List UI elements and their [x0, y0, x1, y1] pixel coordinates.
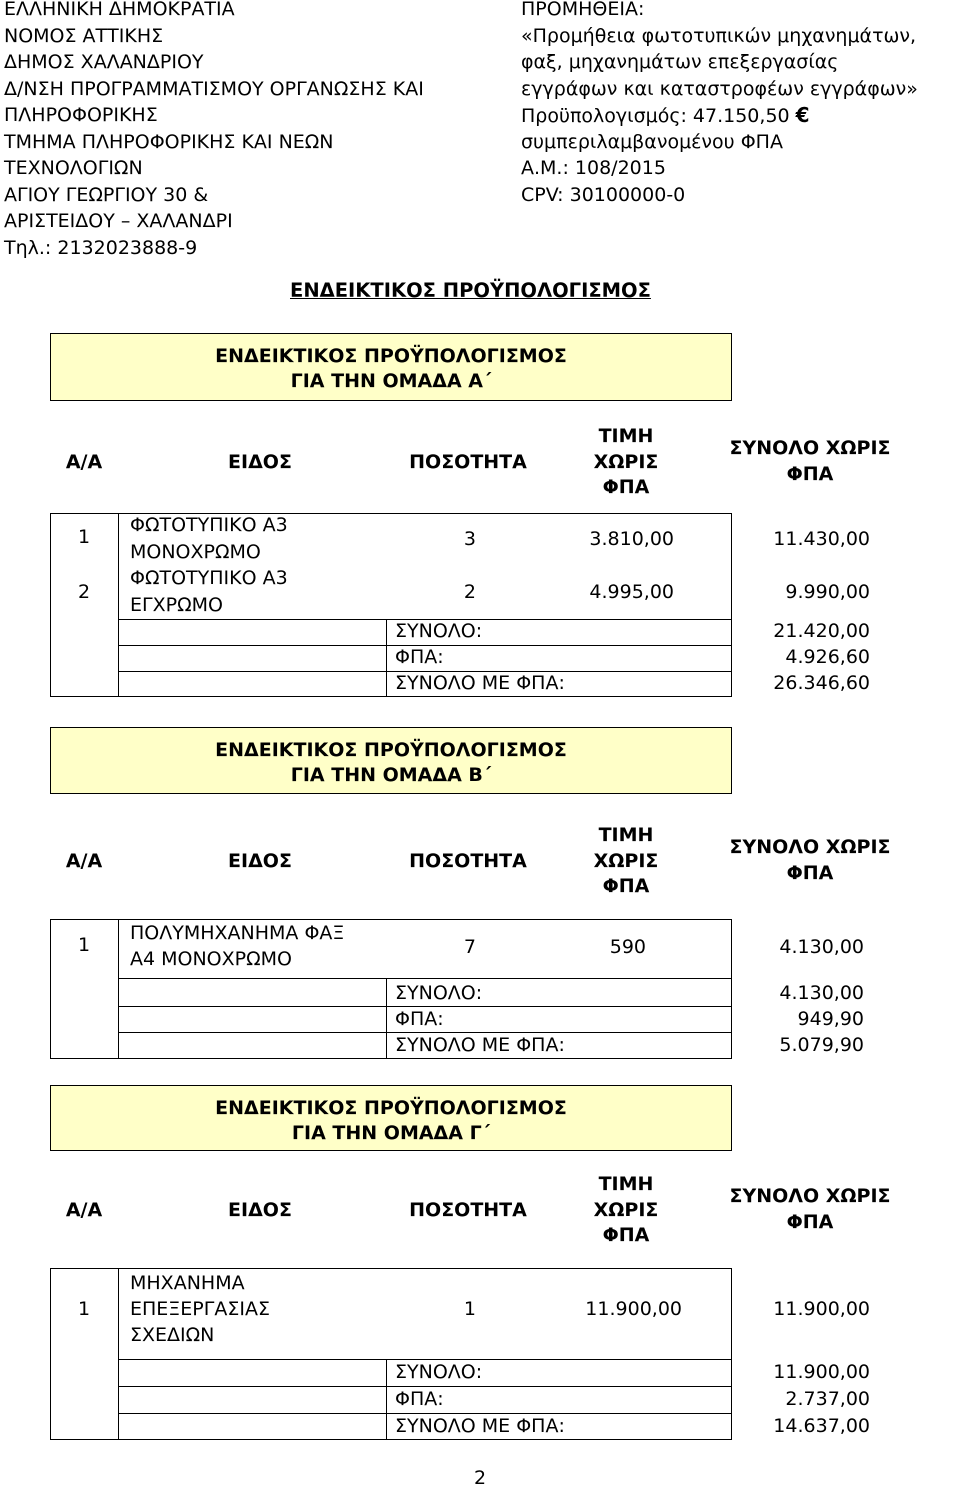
group-b-subtitle: ΓΙΑ ΤΗΝ ΟΜΑΔΑ Β΄: [290, 764, 492, 786]
table-divider: [118, 978, 732, 979]
synolo-me-fpa-value: 26.346,60: [773, 672, 870, 694]
table-divider: [386, 978, 387, 1058]
sender-address-block: [4, 0, 424, 261]
col-posotita: ΠΟΣΟΤΗΤΑ: [409, 849, 527, 872]
document-title: ΕΝΔΕΙΚΤΙΚΟΣ ΠΡΟΫΠΟΛΟΓΙΣΜΟΣ: [290, 279, 651, 302]
synolo-me-fpa-value: 5.079,90: [779, 1034, 864, 1056]
group-c-title-box: [50, 1085, 732, 1151]
budget-line: [521, 102, 918, 129]
header-left-line: Τηλ.: 2132023888-9: [4, 236, 198, 259]
col-timi-line: ΧΩΡΙΣ: [593, 1198, 659, 1221]
header-left-line: ΑΓΙΟΥ ΓΕΩΡΓΙΟΥ 30 &: [4, 183, 209, 206]
table-divider: [386, 1359, 387, 1439]
row-total: 4.130,00: [779, 936, 864, 958]
col-timi: [556, 823, 696, 900]
header-left-line: ΝΟΜΟΣ ΑΤΤΙΚΗΣ: [4, 24, 164, 47]
header-left-line: ΔΗΜΟΣ ΧΑΛΑΝΔΡΙΟΥ: [4, 51, 204, 73]
col-timi-line: ΤΙΜΗ: [598, 425, 654, 447]
page-number: 2: [473, 1467, 487, 1489]
header-left-line: Δ/ΝΣΗ ΠΡΟΓΡΑΜΜΑΤΙΣΜΟΥ ΟΡΓΑΝΩΣΗΣ ΚΑΙ: [4, 77, 424, 100]
row-qty: 1: [463, 1298, 476, 1320]
col-aa: Α/Α: [65, 1198, 103, 1221]
row-item-name: ΜΟΝΟΧΡΩΜΟ: [130, 541, 261, 563]
header-left-line: ΠΛΗΡΟΦΟΡΙΚΗΣ: [4, 104, 158, 126]
col-synolo: [700, 1184, 920, 1235]
group-b-title: ΕΝΔΕΙΚΤΙΚΟΣ ΠΡΟΫΠΟΛΟΓΙΣΜΟΣ: [215, 739, 567, 761]
row-price: 590: [609, 936, 646, 958]
row-total: 11.430,00: [773, 528, 870, 550]
row-price: 4.995,00: [589, 581, 674, 603]
synolo-value: 21.420,00: [773, 620, 870, 642]
vat-note: συμπεριλαμβανομένου ΦΠΑ: [521, 130, 783, 153]
fpa-value: 4.926,60: [785, 646, 870, 668]
row-price: 3.810,00: [589, 528, 674, 550]
col-eidos: ΕΙΔΟΣ: [228, 1198, 292, 1221]
row-qty: 7: [463, 936, 476, 958]
fpa-value: 2.737,00: [785, 1388, 870, 1410]
synolo-label: ΣΥΝΟΛΟ:: [395, 620, 483, 642]
col-timi: [556, 424, 696, 501]
synolo-value: 11.900,00: [773, 1361, 870, 1383]
col-synolo: [700, 436, 920, 487]
procurement-subject: φαξ, μηχανημάτων επεξεργασίας: [521, 51, 839, 73]
budget-amount: Προϋπολογισμός: 47.150,50: [521, 105, 790, 127]
col-synolo-line: ΦΠΑ: [786, 1210, 834, 1233]
row-aa: 2: [78, 581, 91, 603]
row-total: 11.900,00: [773, 1298, 870, 1320]
col-posotita: ΠΟΣΟΤΗΤΑ: [409, 1198, 527, 1221]
procurement-info-block: [521, 0, 918, 208]
table-divider: [118, 514, 119, 696]
col-synolo-line: ΦΠΑ: [786, 861, 834, 884]
row-item-name: Α4 ΜΟΝΟΧΡΩΜΟ: [130, 948, 292, 970]
col-timi-line: ΤΙΜΗ: [598, 824, 654, 846]
row-aa: 1: [78, 1298, 91, 1320]
synolo-label: ΣΥΝΟΛΟ:: [395, 1361, 483, 1383]
col-timi-line: ΦΠΑ: [602, 1224, 650, 1246]
col-timi: [556, 1172, 696, 1249]
row-price: 11.900,00: [585, 1298, 682, 1320]
fpa-label: ΦΠΑ:: [395, 646, 444, 668]
synolo-value: 4.130,00: [779, 982, 864, 1004]
header-left-line: ΕΛΛΗΝΙΚΗ ΔΗΜΟΚΡΑΤΙΑ: [4, 0, 235, 20]
synolo-me-fpa-label: ΣΥΝΟΛΟ ΜΕ ΦΠΑ:: [395, 1034, 565, 1056]
col-eidos: ΕΙΔΟΣ: [228, 849, 292, 872]
euro-icon: €: [795, 103, 810, 127]
row-item-name: ΕΠΕΞΕΡΓΑΣΙΑΣ: [130, 1298, 270, 1320]
group-c-subtitle: ΓΙΑ ΤΗΝ ΟΜΑΔΑ Γ΄: [291, 1122, 491, 1144]
col-synolo-line: ΣΥΝΟΛΟ ΧΩΡΙΣ: [729, 1185, 891, 1207]
row-total: 9.990,00: [785, 581, 870, 603]
row-aa: 1: [78, 526, 91, 548]
col-synolo-line: ΦΠΑ: [786, 462, 834, 485]
col-timi-line: ΧΩΡΙΣ: [593, 849, 659, 872]
synolo-me-fpa-label: ΣΥΝΟΛΟ ΜΕ ΦΠΑ:: [395, 1415, 565, 1437]
synolo-me-fpa-value: 14.637,00: [773, 1415, 870, 1437]
col-synolo-line: ΣΥΝΟΛΟ ΧΩΡΙΣ: [729, 437, 891, 459]
table-divider: [118, 920, 119, 1058]
row-item-name: ΕΓΧΡΩΜΟ: [130, 594, 223, 616]
cpv-code: CPV: 30100000-0: [521, 183, 686, 206]
group-a-subtitle: ΓΙΑ ΤΗΝ ΟΜΑΔΑ Α΄: [290, 370, 492, 392]
row-item-name: ΣΧΕΔΙΩΝ: [130, 1324, 215, 1346]
col-timi-line: ΤΙΜΗ: [598, 1173, 654, 1195]
col-posotita: ΠΟΣΟΤΗΤΑ: [409, 450, 527, 473]
table-divider: [386, 619, 387, 696]
col-eidos: ΕΙΔΟΣ: [228, 450, 292, 473]
col-timi-line: ΦΠΑ: [602, 875, 650, 897]
group-b-title-box: [50, 727, 732, 794]
group-a-title: ΕΝΔΕΙΚΤΙΚΟΣ ΠΡΟΫΠΟΛΟΓΙΣΜΟΣ: [215, 345, 567, 367]
col-synolo: [700, 835, 920, 886]
synolo-label: ΣΥΝΟΛΟ:: [395, 982, 483, 1004]
group-a-title-box: [50, 333, 732, 401]
procurement-subject: «Προμήθεια φωτοτυπικών μηχανημάτων,: [521, 24, 917, 47]
group-c-title: ΕΝΔΕΙΚΤΙΚΟΣ ΠΡΟΫΠΟΛΟΓΙΣΜΟΣ: [215, 1097, 567, 1119]
procurement-label: ΠΡΟΜΗΘΕΙΑ:: [521, 0, 645, 20]
col-timi-line: ΦΠΑ: [602, 476, 650, 498]
procurement-subject: εγγράφων και καταστροφέων εγγράφων»: [521, 77, 918, 100]
col-timi-line: ΧΩΡΙΣ: [593, 450, 659, 473]
header-left-line: ΤΕΧΝΟΛΟΓΙΩΝ: [4, 157, 143, 179]
header-left-line: ΤΜΗΜΑ ΠΛΗΡΟΦΟΡΙΚΗΣ ΚΑΙ ΝΕΩΝ: [4, 130, 334, 153]
header-left-line: ΑΡΙΣΤΕΙΔΟΥ – ΧΑΛΑΝΔΡΙ: [4, 210, 233, 232]
col-synolo-line: ΣΥΝΟΛΟ ΧΩΡΙΣ: [729, 836, 891, 858]
fpa-value: 949,90: [797, 1008, 864, 1030]
row-qty: 2: [463, 581, 476, 603]
synolo-me-fpa-label: ΣΥΝΟΛΟ ΜΕ ΦΠΑ:: [395, 672, 565, 694]
am-number: Α.Μ.: 108/2015: [521, 157, 666, 179]
row-qty: 3: [463, 528, 476, 550]
fpa-label: ΦΠΑ:: [395, 1388, 444, 1410]
row-item-name: ΜΗΧΑΝΗΜΑ: [130, 1272, 245, 1294]
row-item-name: ΦΩΤΟΤΥΠΙΚΟ Α3: [130, 514, 288, 536]
col-aa: Α/Α: [65, 849, 103, 872]
col-aa: Α/Α: [65, 450, 103, 473]
fpa-label: ΦΠΑ:: [395, 1008, 444, 1030]
row-item-name: ΦΩΤΟΤΥΠΙΚΟ Α3: [130, 567, 288, 589]
row-item-name: ΠΟΛΥΜΗΧΑΝΗΜΑ ΦΑΞ: [130, 922, 345, 944]
row-aa: 1: [78, 934, 91, 956]
